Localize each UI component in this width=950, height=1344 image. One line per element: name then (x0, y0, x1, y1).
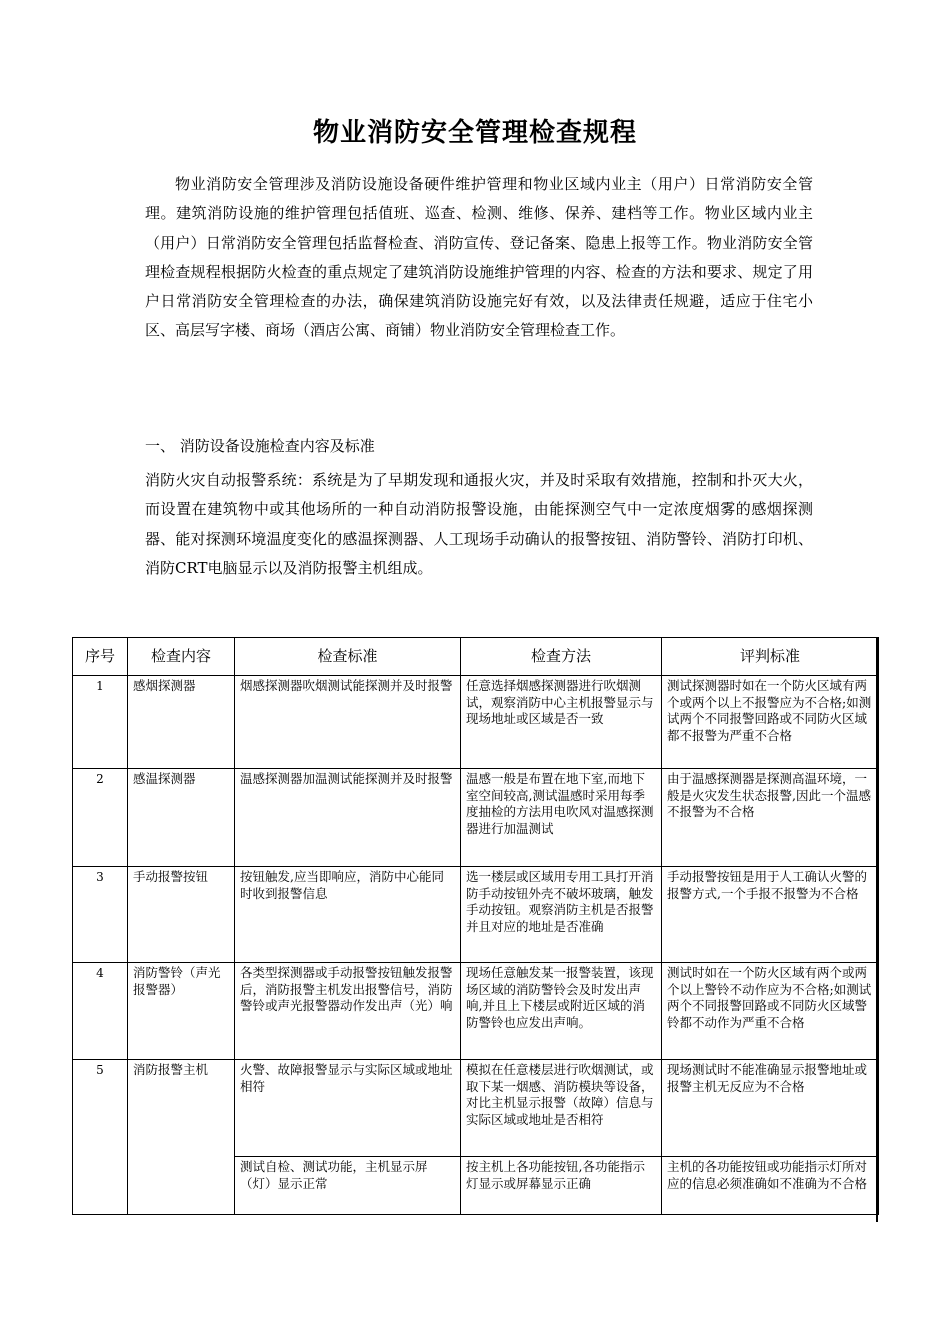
page-title: 物业消防安全管理检查规程 (312, 118, 637, 148)
row-criteria: 现场测试时不能准确显示报警地址或报警主机无反应为不合格 (662, 1060, 879, 1157)
header-item: 检查内容 (128, 638, 235, 676)
row-standard: 火警、故障报警显示与实际区域或地址相符 (235, 1060, 461, 1157)
row-method: 按主机上各功能按钮,各功能指示灯显示或屏幕显示正确 (461, 1157, 662, 1215)
row-criteria: 主机的各功能按钮或功能指示灯所对应的信息必须准确如不准确为不合格 (662, 1157, 879, 1215)
table-row (73, 963, 879, 1060)
row-number: 5 (73, 1060, 128, 1215)
row-standard: 按钮触发,应当即响应，消防中心能同时收到报警信息 (235, 867, 461, 963)
table-row (73, 867, 879, 963)
row-criteria: 测试时如在一个防火区域有两个或两个以上警铃不动作应为不合格;如测试两个不同报警回路或不同防火区域警铃都不动作为严重不合格 (662, 963, 879, 1060)
header-no: 序号 (73, 638, 128, 676)
row-method: 选一楼层或区域用专用工具打开消防手动按钮外壳不破坏玻璃，触发手动按钮。观察消防主机是否报警并且对应的地址是否准确 (461, 867, 662, 963)
row-item: 消防报警主机 (128, 1060, 235, 1215)
fire-alarm-paragraph: 消防火灾自动报警系统：系统是为了早期发现和通报火灾，并及时采取有效措施，控制和扑灭大火，而设置在建筑物中或其他场所的一种自动消防报警设施，由能探测空气中一定浓度烟雾的感烟探测器、能对探测环境温度变化的感温探测器、人工现场手动确认的报警按钮、消防警铃、消防打印机、消防CRT电脑显示以及消防报警主机组成。 (145, 471, 813, 577)
table-row (73, 1060, 879, 1157)
row-criteria: 测试探测器时如在一个防火区域有两个或两个以上不报警应为不合格;如测试两个不同报警回路或不同防火区域都不报警为严重不合格 (662, 676, 879, 769)
row-item: 感温探测器 (128, 769, 235, 867)
section-heading: 一、 消防设备设施检查内容及标准 (145, 437, 375, 455)
table-row (73, 676, 879, 769)
table-row (73, 769, 879, 867)
header-criteria: 评判标准 (662, 638, 879, 676)
row-item: 消防警铃（声光报警器） (128, 963, 235, 1060)
row-method: 温感一般是布置在地下室,而地下室空间较高,测试温感时采用每季度抽检的方法用电吹风对温感探测器进行加温测试 (461, 769, 662, 867)
row-number: 1 (73, 676, 128, 769)
row-standard: 烟感探测器吹烟测试能探测并及时报警 (235, 676, 461, 769)
row-number: 2 (73, 769, 128, 867)
row-item: 手动报警按钮 (128, 867, 235, 963)
intro-paragraph: 物业消防安全管理涉及消防设施设备硬件维护管理和物业区域内业主（用户）日常消防安全管理。建筑消防设施的维护管理包括值班、巡查、检测、维修、保养、建档等工作。物业区域内业主（用户）日常消防安全管理包括监督检查、消防宣传、登记备案、隐患上报等工作。物业消防安全管理检查规程根据防火检查的重点规定了建筑消防设施维护管理的内容、检查的方法和要求、规定了用户日常消防安全管理检查的办法，确保建筑消防设施完好有效，以及法律责任规避，适应于住宅小区、高层写字楼、商场（酒店公寓、商铺）物业消防安全管理检查工作。 (145, 175, 813, 340)
row-standard: 测试自检、测试功能，主机显示屏（灯）显示正常 (235, 1157, 461, 1215)
row-number: 4 (73, 963, 128, 1060)
table-right-border (876, 637, 878, 1222)
header-standard: 检查标准 (235, 638, 461, 676)
row-method: 现场任意触发某一报警装置，该现场区域的消防警铃会及时发出声响,并且上下楼层或附近区域的消防警铃也应发出声响。 (461, 963, 662, 1060)
row-item: 感烟探测器 (128, 676, 235, 769)
row-criteria: 由于温感探测器是探测高温环境，一般是火灾发生状态报警,因此一个温感不报警为不合格 (662, 769, 879, 867)
header-method: 检查方法 (461, 638, 662, 676)
row-method: 任意选择烟感探测器进行吹烟测试，观察消防中心主机报警显示与现场地址或区域是否一致 (461, 676, 662, 769)
row-criteria: 手动报警按钮是用于人工确认火警的报警方式,一个手报不报警为不合格 (662, 867, 879, 963)
row-method: 模拟在任意楼层进行吹烟测试，或取下某一烟感、消防模块等设备，对比主机显示报警（故障）信息与实际区域或地址是否相符 (461, 1060, 662, 1157)
row-standard: 各类型探测器或手动报警按钮触发报警后，消防报警主机发出报警信号，消防警铃或声光报警器动作发出声（光）响 (235, 963, 461, 1060)
table-header-row (73, 638, 879, 676)
row-number: 3 (73, 867, 128, 963)
row-standard: 温感探测器加温测试能探测并及时报警 (235, 769, 461, 867)
inspection-table (72, 637, 879, 1215)
